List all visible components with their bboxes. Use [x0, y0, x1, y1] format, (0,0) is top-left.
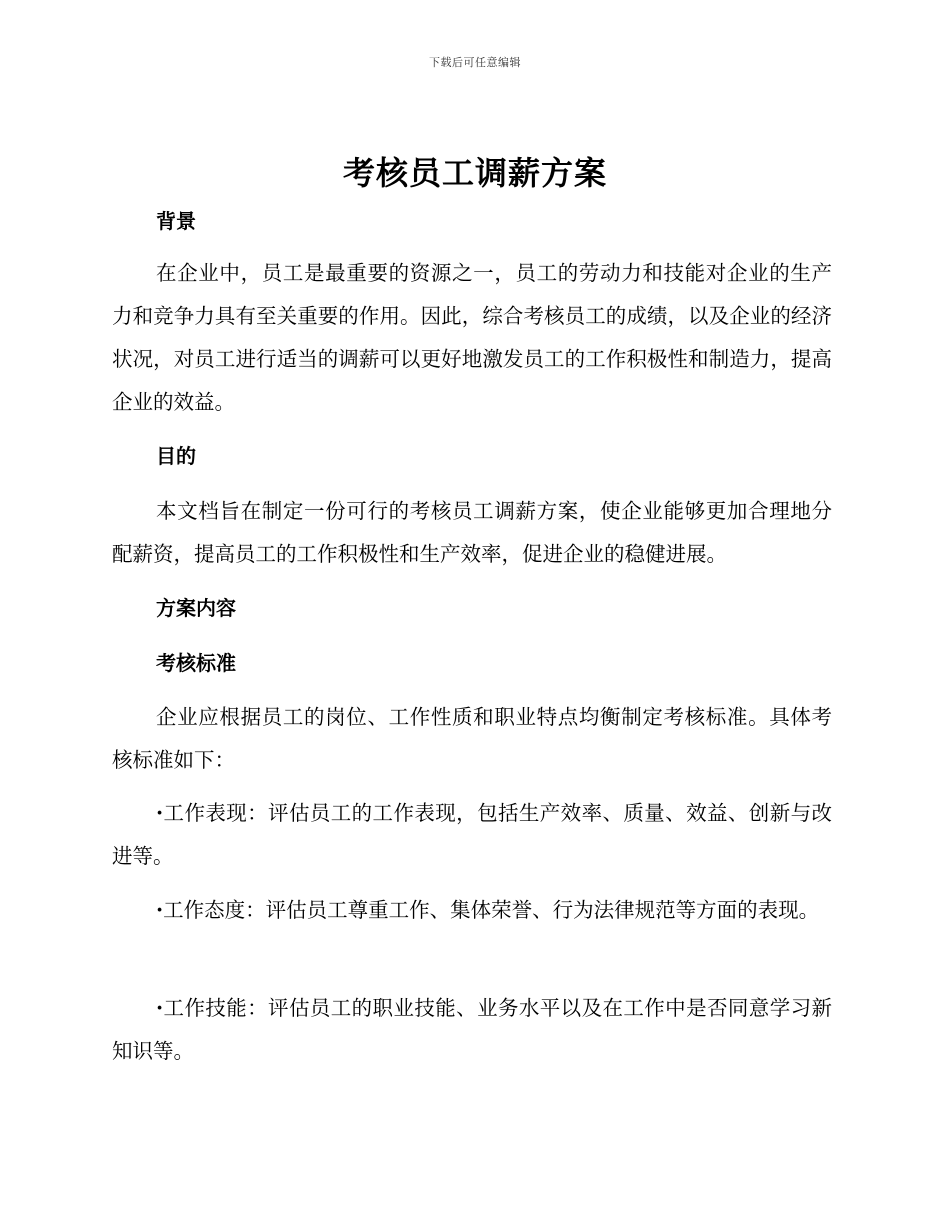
paragraph-criteria-intro: 企业应根据员工的岗位、工作性质和职业特点均衡制定考核标准。具体考核标准如下：	[112, 705, 832, 772]
header-note: 下载后可任意编辑	[429, 56, 521, 69]
criteria-item-performance	[112, 792, 832, 878]
paragraph-purpose: 本文档旨在制定一份可行的考核员工调薪方案，使企业能够更加合理地分配薪资，提高员工的工作积极性和生产效率，促进企业的稳健进展。	[112, 499, 832, 566]
criteria-item-text: 工作技能：评估员工的职业技能、业务水平以及在工作中是否同意学习新知识等。	[112, 996, 832, 1063]
document-title: 考核员工调薪方案	[342, 154, 607, 192]
paragraph-background: 在企业中，员工是最重要的资源之一，员工的劳动力和技能对企业的生产力和竞争力具有至关重要的作用。因此，综合考核员工的成绩，以及企业的经济状况，对员工进行适当的调薪可以更好地激发员工的工作积极性和制造力，提高企业的效益。	[112, 261, 832, 414]
bullet-dot-icon: ·	[156, 898, 164, 922]
criteria-item-text: 工作态度：评估员工尊重工作、集体荣誉、行为法律规范等方面的表现。	[163, 898, 820, 922]
section-heading-purpose: 目的	[156, 444, 196, 468]
criteria-item-text: 工作表现：评估员工的工作表现，包括生产效率、质量、效益、创新与改进等。	[112, 801, 832, 868]
section-heading-criteria: 考核标准	[156, 651, 236, 675]
bullet-dot-icon: ·	[156, 801, 164, 825]
criteria-item-skills	[112, 987, 832, 1073]
section-heading-background: 背景	[156, 209, 196, 233]
criteria-item-attitude	[112, 889, 832, 932]
bullet-dot-icon: ·	[156, 996, 164, 1020]
section-heading-content: 方案内容	[156, 596, 236, 620]
